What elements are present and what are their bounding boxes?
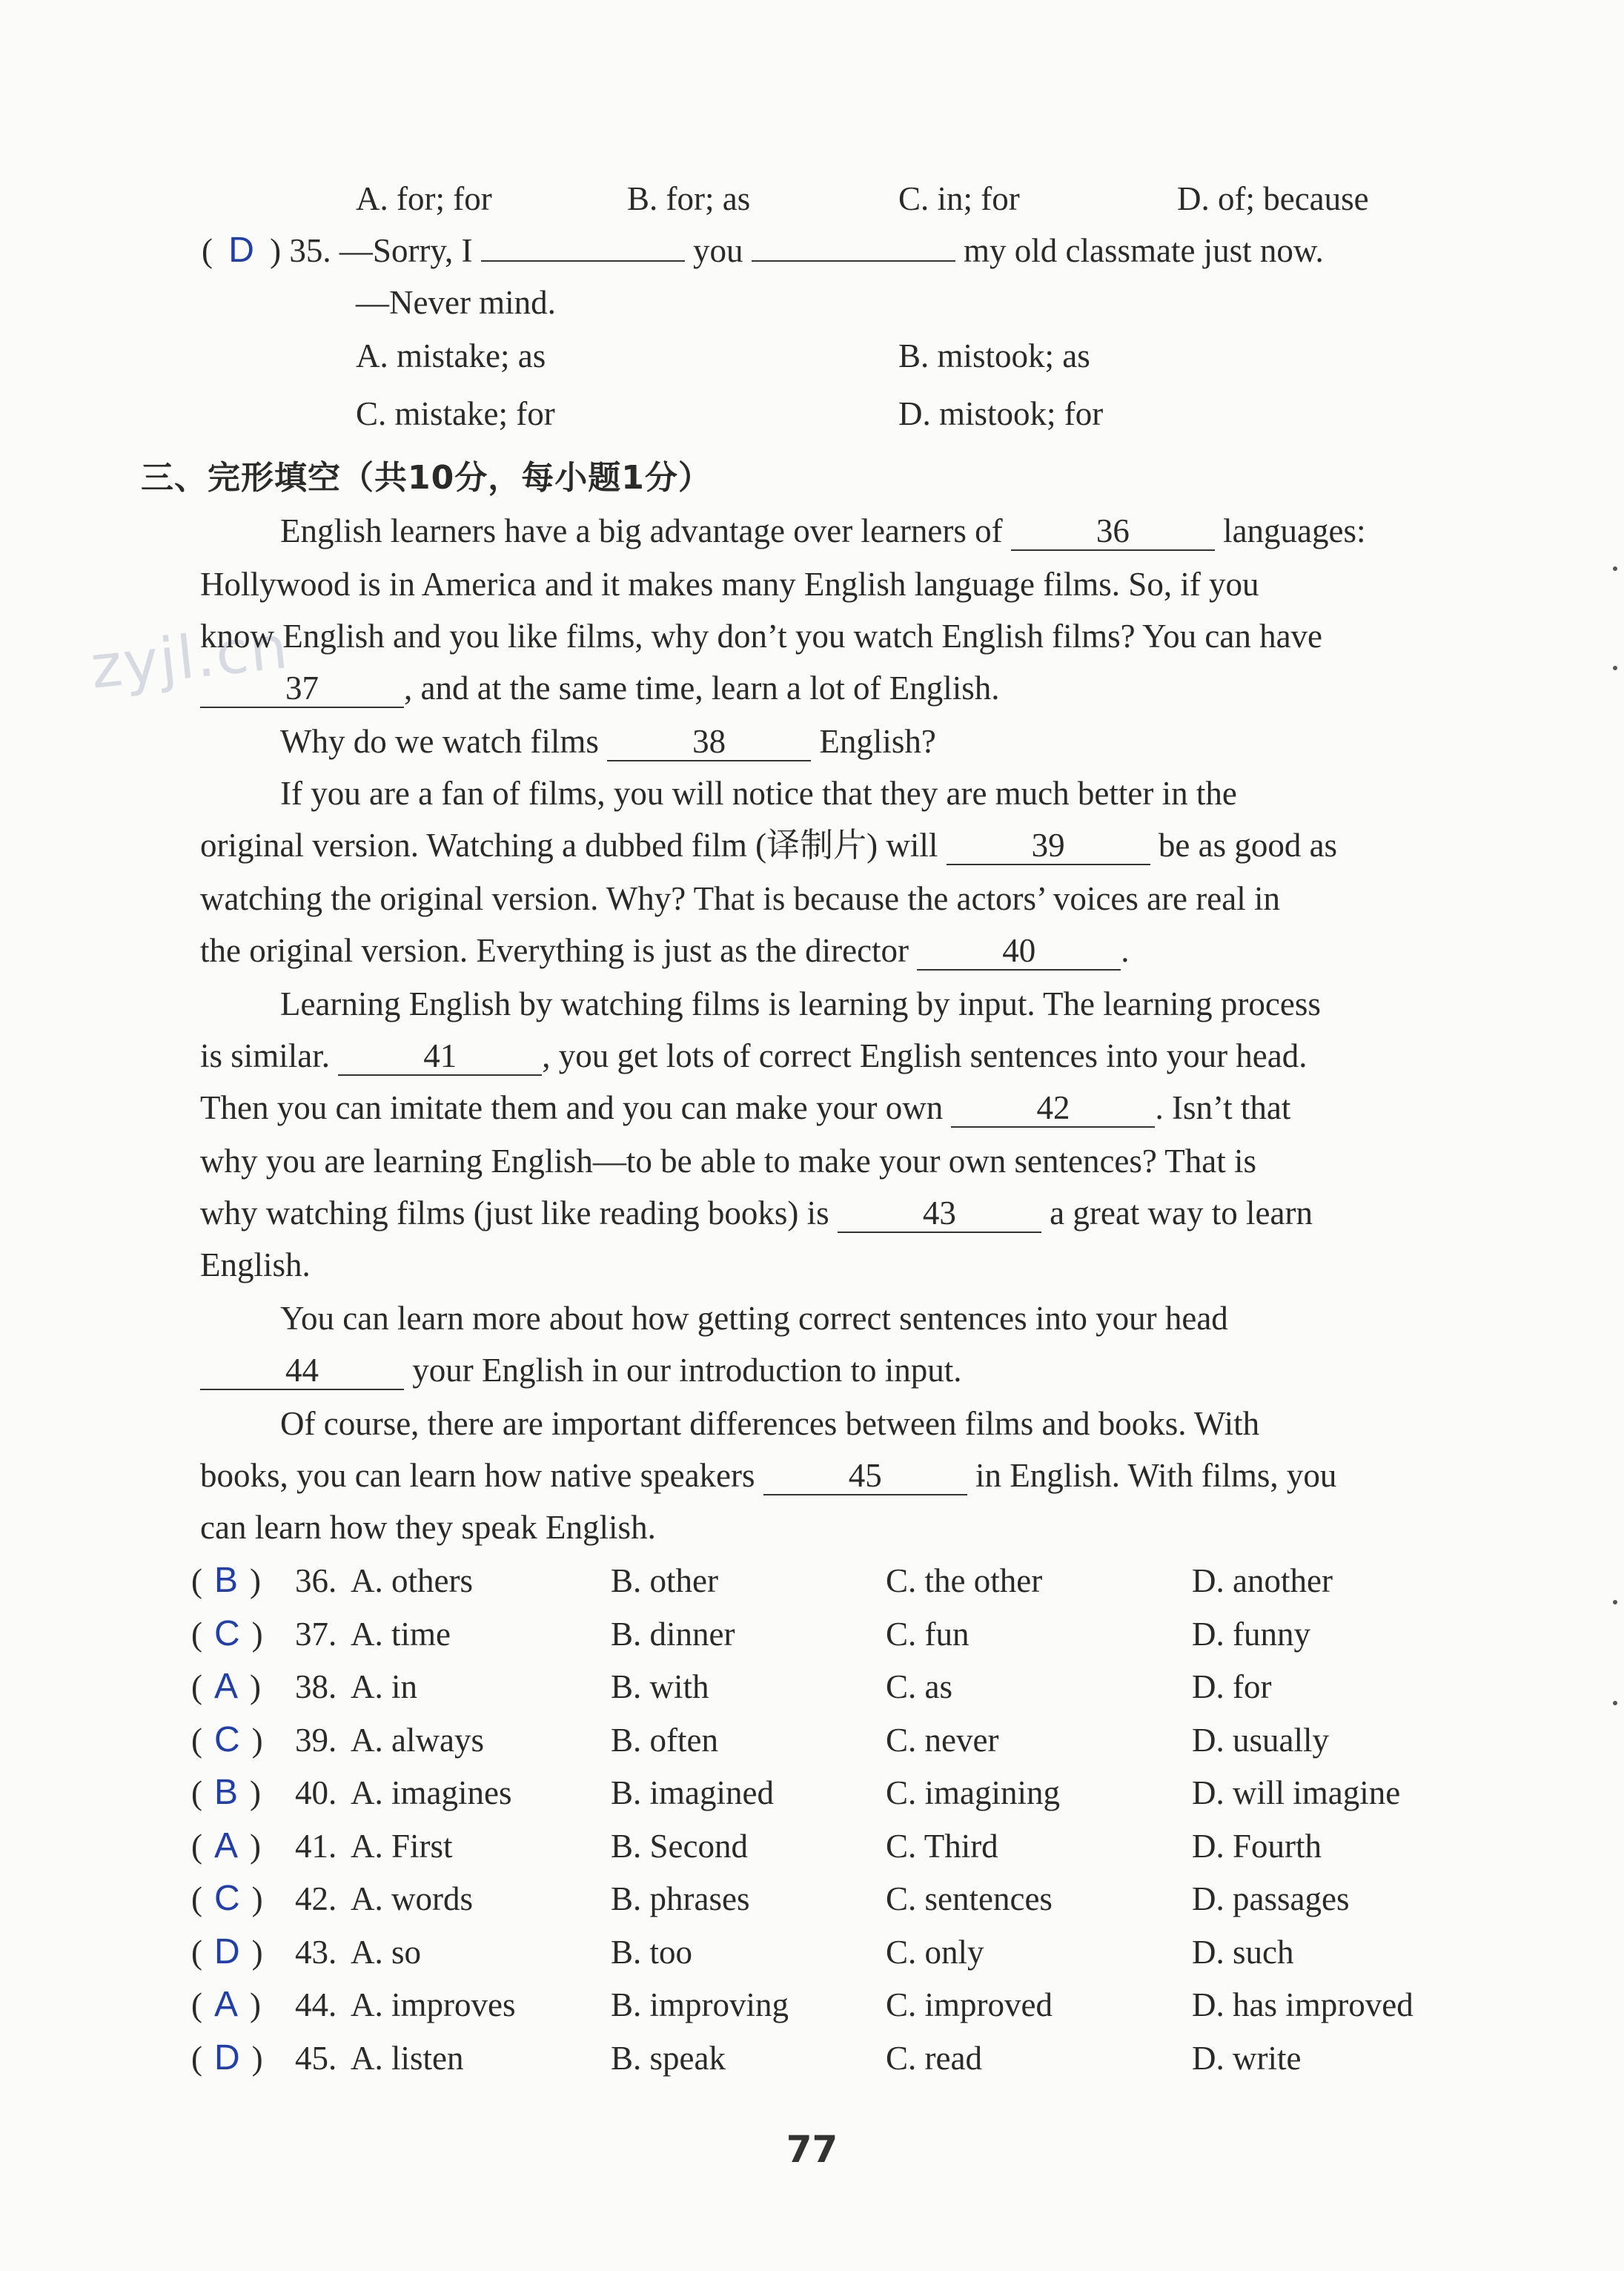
passage-text: in English. With films, you [975, 1457, 1337, 1494]
option-c: C. only [886, 1933, 984, 1971]
passage-line: If you are a fan of films, you will notice that they are much better in the [280, 775, 1237, 812]
blank-44-number: 44 [285, 1352, 319, 1389]
passage-text: languages: [1223, 512, 1366, 549]
question-row [191, 1931, 1540, 1976]
passage-text: original version. Watching a dubbed film (译制片) will [200, 827, 938, 864]
option-d: D. has improved [1192, 1986, 1413, 2023]
q34-option-a: A. for; for [356, 180, 492, 217]
option-d: D. write [1192, 2039, 1302, 2077]
answer-bracket [191, 1719, 263, 1761]
q35-blank-1[interactable] [481, 260, 685, 262]
option-a: A. imagines [351, 1774, 512, 1811]
option-d: D. funny [1192, 1615, 1310, 1653]
q35-number: 35. [289, 232, 331, 269]
question-row [191, 1825, 1540, 1870]
question-answer: D [214, 2037, 240, 2077]
answer-paren-open: ( [191, 1774, 202, 1811]
blank-36[interactable] [1011, 512, 1215, 551]
passage-line: Of course, there are important differences between films and books. With [280, 1405, 1260, 1442]
answer-paren-open: ( [191, 1562, 202, 1599]
question-row [191, 1613, 1540, 1658]
passage-line [200, 930, 1130, 971]
answer-paren-close: ) [251, 1615, 263, 1653]
answer-paren-close: ) [250, 1774, 262, 1811]
question-row [191, 1878, 1540, 1923]
passage-line [280, 510, 1366, 552]
passage-text: the original version. Everything is just as the director [200, 932, 909, 969]
option-b: B. other [611, 1562, 718, 1599]
option-b: B. improving [611, 1986, 789, 2023]
question-number: 40. [295, 1774, 337, 1811]
answer-paren-open: ( [191, 1880, 202, 1917]
q35-option-b: B. mistook; as [898, 337, 1090, 374]
option-a: A. always [351, 1721, 484, 1759]
blank-38[interactable] [607, 723, 811, 761]
option-b: B. Second [611, 1827, 748, 1865]
answer-bracket [191, 1666, 261, 1708]
question-number: 44. [295, 1986, 337, 2023]
option-a: A. time [351, 1615, 451, 1653]
blank-37-number: 37 [285, 670, 319, 707]
blank-39-number: 39 [1031, 827, 1065, 864]
passage-text: . [1121, 932, 1130, 969]
margin-mark [1613, 1600, 1617, 1604]
question-number: 41. [295, 1827, 337, 1865]
passage-line [200, 1455, 1336, 1496]
question-number: 42. [295, 1880, 337, 1917]
question-number: 38. [295, 1668, 337, 1705]
page-number: 77 [786, 2128, 838, 2171]
passage-text: your English in our introduction to input. [412, 1352, 962, 1389]
margin-mark [1613, 566, 1617, 571]
answer-paren-close: ) [251, 2039, 263, 2077]
option-c: C. fun [886, 1615, 970, 1653]
answer-paren-open: ( [191, 1615, 202, 1653]
option-a: A. words [351, 1880, 473, 1917]
answer-paren-open: ( [191, 1986, 202, 2023]
question-answer: C [214, 1613, 240, 1653]
passage-text: be as good as [1158, 827, 1338, 864]
passage-line [200, 1192, 1313, 1234]
option-d: D. such [1192, 1933, 1294, 1971]
passage-line: You can learn more about how getting correct sentences into your head [280, 1300, 1228, 1337]
option-b: B. too [611, 1933, 693, 1971]
answer-bracket [191, 1613, 263, 1655]
blank-44[interactable] [200, 1352, 404, 1390]
option-c: C. imagining [886, 1774, 1060, 1811]
watermark: zyjl.cn [87, 612, 293, 702]
section-title: 三、完形填空（共10分，每小题1分） [141, 459, 712, 497]
question-row [191, 1560, 1540, 1604]
option-a: A. others [351, 1562, 473, 1599]
blank-40-number: 40 [1002, 932, 1036, 969]
answer-bracket [191, 1825, 261, 1867]
answer-bracket [191, 1878, 263, 1920]
option-a: A. in [351, 1668, 417, 1705]
margin-mark [1613, 1701, 1617, 1705]
passage-line: English. [200, 1246, 311, 1283]
passage-line: why you are learning English—to be able to make your own sentences? That is [200, 1143, 1257, 1180]
passage-text: English learners have a big advantage over learners of [280, 512, 1003, 549]
q35-blank-2[interactable] [752, 260, 955, 262]
option-c: C. never [886, 1721, 999, 1759]
option-c: C. Third [886, 1827, 998, 1865]
option-a: A. listen [351, 2039, 464, 2077]
option-d: D. another [1192, 1562, 1333, 1599]
answer-paren-open: ( [191, 1721, 202, 1759]
blank-36-number: 36 [1096, 512, 1130, 549]
option-a: A. First [351, 1827, 453, 1865]
passage-text: , and at the same time, learn a lot of English. [404, 670, 1000, 707]
option-c: C. improved [886, 1986, 1053, 2023]
question-row [191, 1772, 1540, 1817]
q35-text-1: —Sorry, I [339, 232, 473, 269]
option-d: D. for [1192, 1668, 1272, 1705]
question-row [191, 1719, 1540, 1764]
option-b: B. with [611, 1668, 709, 1705]
blank-45[interactable] [763, 1457, 967, 1495]
passage-text: English? [819, 723, 936, 760]
option-b: B. speak [611, 2039, 726, 2077]
question-answer: C [214, 1719, 240, 1759]
q35-reply: —Never mind. [356, 284, 556, 321]
question-answer: C [214, 1879, 240, 1918]
answer-bracket [191, 1984, 261, 2026]
passage-line [280, 721, 936, 762]
q35-text-3: my old classmate just now. [963, 232, 1324, 269]
answer-paren-close: ) [250, 1986, 262, 2023]
passage-text: is similar. [200, 1037, 331, 1074]
passage-line [200, 1349, 961, 1391]
passage-text: Why do we watch films [280, 723, 599, 760]
passage-line: know English and you like films, why don’t you watch English films? You can have [200, 618, 1323, 655]
blank-37[interactable] [200, 670, 404, 708]
passage-text: Then you can imitate them and you can make your own [200, 1089, 944, 1126]
q35-option-d: D. mistook; for [898, 395, 1104, 432]
answer-paren-close: ) [251, 1933, 263, 1971]
passage-text: a great way to learn [1050, 1194, 1313, 1232]
q34-option-c: C. in; for [898, 180, 1020, 217]
passage-line: Hollywood is in America and it makes many English language films. So, if you [200, 566, 1259, 603]
answer-paren-open: ( [191, 1933, 202, 1971]
question-number: 37. [295, 1615, 337, 1653]
option-b: B. imagined [611, 1774, 774, 1811]
q34-option-d: D. of; because [1177, 180, 1369, 217]
passage-line [200, 1087, 1290, 1128]
blank-43-number: 43 [922, 1194, 956, 1232]
answer-bracket [191, 1560, 261, 1601]
question-row [191, 2037, 1540, 2082]
passage-line [200, 824, 1337, 866]
answer-bracket [191, 1772, 261, 1814]
answer-paren-close: ) [251, 1721, 263, 1759]
q35-stem [202, 230, 1324, 271]
answer-paren-close: ) [250, 1562, 262, 1599]
question-answer: A [214, 1985, 239, 2024]
option-c: C. the other [886, 1562, 1043, 1599]
q35-option-c: C. mistake; for [356, 395, 555, 432]
blank-41[interactable] [338, 1037, 542, 1076]
answer-paren-open: ( [191, 1827, 202, 1865]
answer-bracket [191, 1931, 263, 1973]
passage-line [200, 1035, 1308, 1077]
question-number: 36. [295, 1562, 337, 1599]
blank-43[interactable] [838, 1194, 1041, 1233]
q34-option-b: B. for; as [627, 180, 751, 217]
answer-paren-open: ( [191, 1668, 202, 1705]
answer-paren-open: ( [202, 232, 213, 269]
q35-answer: D [228, 231, 254, 270]
answer-paren-close: ) [250, 1668, 262, 1705]
passage-text: , you get lots of correct English sentences into your head. [542, 1037, 1308, 1074]
option-c: C. read [886, 2039, 982, 2077]
answer-paren-close: ) [250, 1827, 262, 1865]
passage-line: watching the original version. Why? That is because the actors’ voices are real in [200, 880, 1280, 917]
passage-line [200, 667, 1000, 709]
question-answer: A [214, 1825, 239, 1865]
option-b: B. dinner [611, 1615, 735, 1653]
option-d: D. will imagine [1192, 1774, 1401, 1811]
answer-paren-close: ) [270, 232, 282, 269]
answer-paren-close: ) [251, 1880, 263, 1917]
option-d: D. usually [1192, 1721, 1329, 1759]
question-number: 45. [295, 2039, 337, 2077]
passage-text: books, you can learn how native speakers [200, 1457, 755, 1494]
question-answer: D [214, 1931, 240, 1971]
option-b: B. often [611, 1721, 718, 1759]
answer-bracket [191, 2037, 263, 2079]
question-row [191, 1666, 1540, 1710]
passage-text: why watching films (just like reading books) is [200, 1194, 829, 1232]
option-d: D. passages [1192, 1880, 1350, 1917]
passage-text: . Isn’t that [1155, 1089, 1291, 1126]
question-row [191, 1984, 1540, 2029]
blank-39[interactable] [947, 827, 1150, 865]
answer-paren-open: ( [191, 2039, 202, 2077]
question-answer: B [214, 1773, 239, 1812]
q35-text-2: you [692, 232, 743, 269]
option-b: B. phrases [611, 1880, 750, 1917]
blank-42-number: 42 [1036, 1089, 1070, 1126]
option-c: C. sentences [886, 1880, 1053, 1917]
option-a: A. improves [351, 1986, 516, 2023]
blank-38-number: 38 [692, 723, 726, 760]
question-answer: B [214, 1561, 239, 1600]
margin-mark [1613, 666, 1617, 670]
question-number: 39. [295, 1721, 337, 1759]
blank-41-number: 41 [423, 1037, 457, 1074]
option-d: D. Fourth [1192, 1827, 1322, 1865]
q35-option-a: A. mistake; as [356, 337, 546, 374]
option-c: C. as [886, 1668, 952, 1705]
passage-line: can learn how they speak English. [200, 1509, 656, 1546]
blank-42[interactable] [951, 1089, 1155, 1128]
question-answer: A [214, 1667, 239, 1706]
blank-45-number: 45 [848, 1457, 882, 1494]
question-number: 43. [295, 1933, 337, 1971]
passage-line: Learning English by watching films is learning by input. The learning process [280, 985, 1321, 1022]
blank-40[interactable] [917, 932, 1121, 971]
option-a: A. so [351, 1933, 422, 1971]
